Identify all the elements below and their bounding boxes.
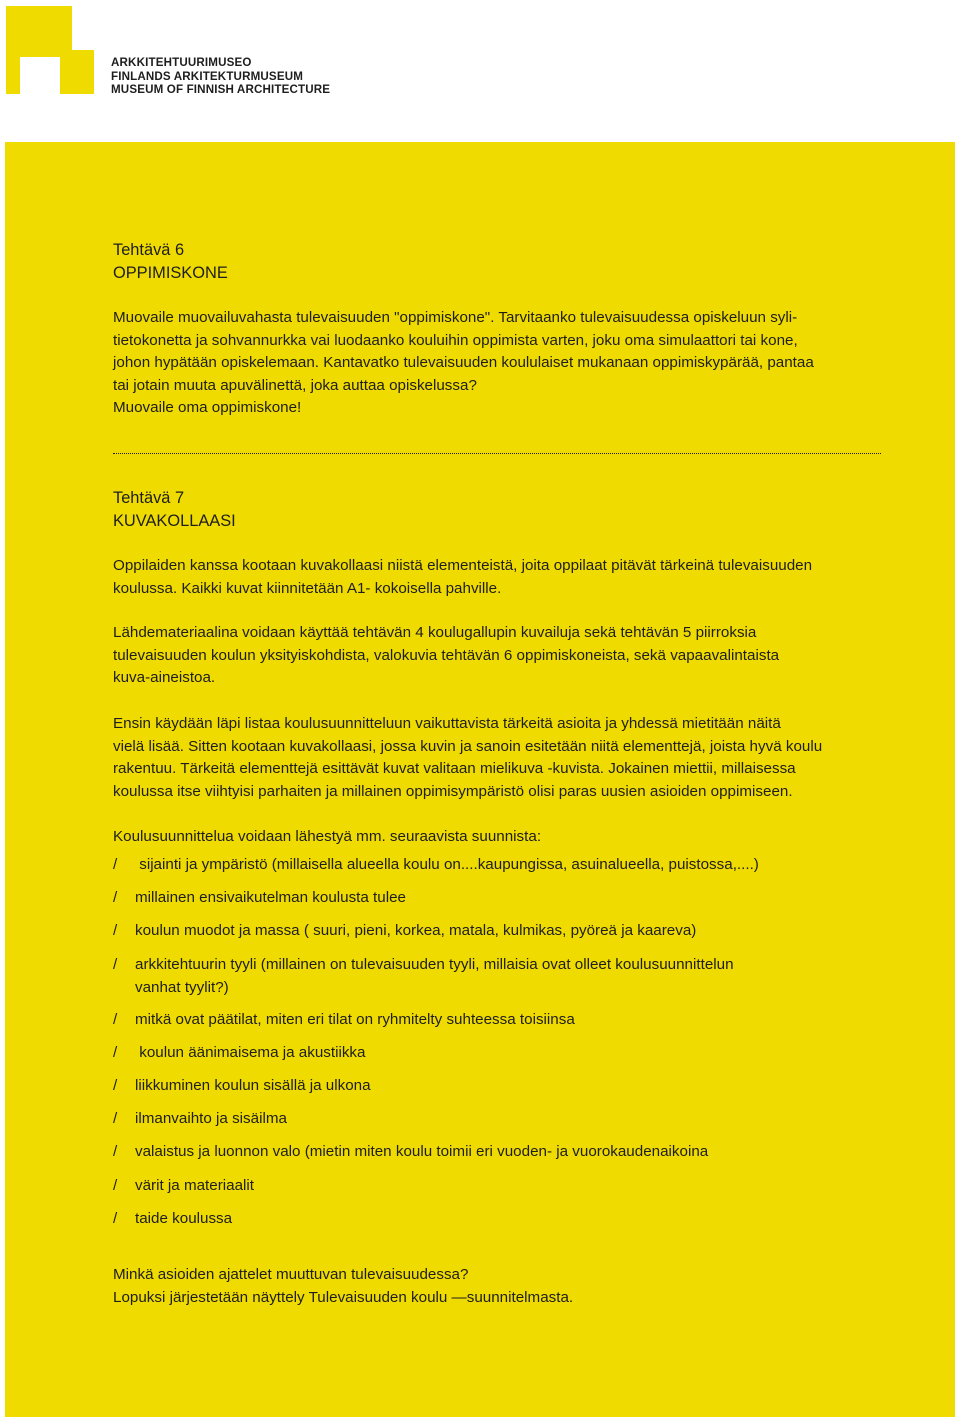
text-line: Muovaile muovailuvahasta tulevaisuuden "oppimiskone". Tarvitaanko tulevaisuudessa opiskeluun syli- [113, 309, 798, 326]
task6-number: Tehtävä 6 [113, 241, 185, 259]
text-line: johon hypätään opiskelemaan. Kantavatko tulevaisuuden koululaiset mukanaan oppimiskypärää, pantaa [113, 354, 814, 372]
bullet-slash: / [113, 889, 118, 906]
list-intro: Koulusuunnittelua voidaan lähestyä mm. seuraavista suunnista: [113, 828, 542, 845]
list-item-text: koulun muodot ja massa ( suuri, pieni, korkea, matala, kulmikas, pyöreä ja kaareva) [135, 922, 697, 939]
bullet-slash: / [113, 922, 118, 939]
text-line: Minkä asioiden ajattelet muuttuvan tulevaisuudessa? [113, 1266, 469, 1283]
text-line: Lähdemateriaalina voidaan käyttää tehtävän 4 koulugallupin kuvailuja sekä tehtävän 5 piirroksia [113, 624, 757, 641]
closing-text [113, 1264, 893, 1309]
task7-title: KUVAKOLLAASI [113, 511, 236, 530]
museum-logo [0, 0, 960, 130]
list-item-text: arkkitehtuurin tyyli (millainen on tulevaisuuden tyyli, millaisia ovat olleet koulusuunnittelun [135, 956, 734, 973]
text-line: koulussa itse viihtyisi parhaiten ja millainen oppimisympäristö olisi paras uusien asioiden oppimiseen. [113, 782, 793, 800]
list-item-text: värit ja materiaalit [135, 1177, 255, 1194]
list-item-text: taide koulussa [135, 1210, 233, 1227]
task7-paragraph-3 [113, 713, 893, 803]
text-line: kuva-aineistoa. [113, 669, 216, 687]
task7-heading [113, 487, 893, 532]
bullet-slash: / [113, 1110, 118, 1127]
bullet-slash: / [113, 1143, 118, 1160]
text-line: vielä lisää. Sitten kootaan kuvakollaasi, jossa kuvin ja sanoin esitetään niitä elementtejä, joista hyvä koulu [113, 737, 823, 755]
task6-title: OPPIMISKONE [113, 263, 228, 282]
task7-paragraph-1 [113, 555, 893, 600]
list-item-text: koulun äänimaisema ja akustiikka [135, 1044, 366, 1061]
task6-heading [113, 239, 893, 284]
task7-paragraph-2 [113, 622, 893, 690]
text-line: tulevaisuuden koulun yksityiskohdista, valokuvia tehtävän 6 oppimiskoneista, sekä vapaavalintaista [113, 646, 780, 664]
logo-line-finnish: ARKKITEHTUURIMUSEO [111, 56, 252, 69]
text-line: koulussa. Kaikki kuvat kiinnitetään A1- kokoisella pahville. [113, 579, 502, 597]
list-item-text: mitkä ovat päätilat, miten eri tilat on ryhmitelty suhteessa toisiinsa [135, 1011, 575, 1028]
text-line: rakentuu. Tärkeitä elementtejä esittävät kuvat valitaan mielikuva -kuvista. Jokainen miettii, millaisessa [113, 760, 796, 778]
text-line: tai jotain muuta apuvälinettä, joka auttaa opiskelussa? [113, 376, 477, 394]
bullet-slash: / [113, 1011, 118, 1028]
bullet-slash: / [113, 1210, 118, 1227]
list-item-text: liikkuminen koulun sisällä ja ulkona [135, 1077, 371, 1094]
logo-wordmark [111, 56, 330, 97]
list-item-text: ilmanvaihto ja sisäilma [135, 1110, 287, 1127]
list-item-text: valaistus ja luonnon valo (mietin miten koulu toimii eri vuoden- ja vuorokaudenaikoina [135, 1143, 709, 1160]
text-line: tietokonetta ja sohvannurkka vai luodaanko kouluihin oppimista varten, joku oma simulaattori tai kone, [113, 331, 798, 349]
dotted-divider [113, 453, 881, 454]
bullet-slash: / [113, 856, 118, 873]
list-item-text: sijainti ja ympäristö (millaisella alueella koulu on....kaupungissa, asuinalueella, puistossa,....) [135, 856, 759, 873]
list-item-text: millainen ensivaikutelman koulusta tulee [135, 889, 406, 906]
text-line: Lopuksi järjestetään näyttely Tulevaisuuden koulu —suunnitelmasta. [113, 1288, 574, 1306]
text-line: Ensin käydään läpi listaa koulusuunnitteluun vaikuttavista tärkeitä asioita ja yhdessä mietitään näitä [113, 715, 781, 732]
text-line: Oppilaiden kanssa kootaan kuvakollaasi niistä elementeistä, joita oppilaat pitävät tärkeinä tulevaisuuden [113, 557, 813, 574]
logo-mark-small [72, 50, 94, 94]
bullet-slash: / [113, 1177, 118, 1194]
task6-description [113, 307, 893, 420]
bullet-slash: / [113, 956, 118, 973]
logo-line-english: MUSEUM OF FINNISH ARCHITECTURE [111, 83, 331, 97]
list-item-text-continued: vanhat tyylit?) [135, 978, 229, 996]
bullet-slash: / [113, 1077, 118, 1094]
bullet-slash: / [113, 1044, 118, 1061]
task7-number: Tehtävä 7 [113, 489, 185, 507]
text-line: Muovaile oma oppimiskone! [113, 399, 302, 417]
logo-line-swedish: FINLANDS ARKITEKTURMUSEUM [111, 69, 304, 83]
